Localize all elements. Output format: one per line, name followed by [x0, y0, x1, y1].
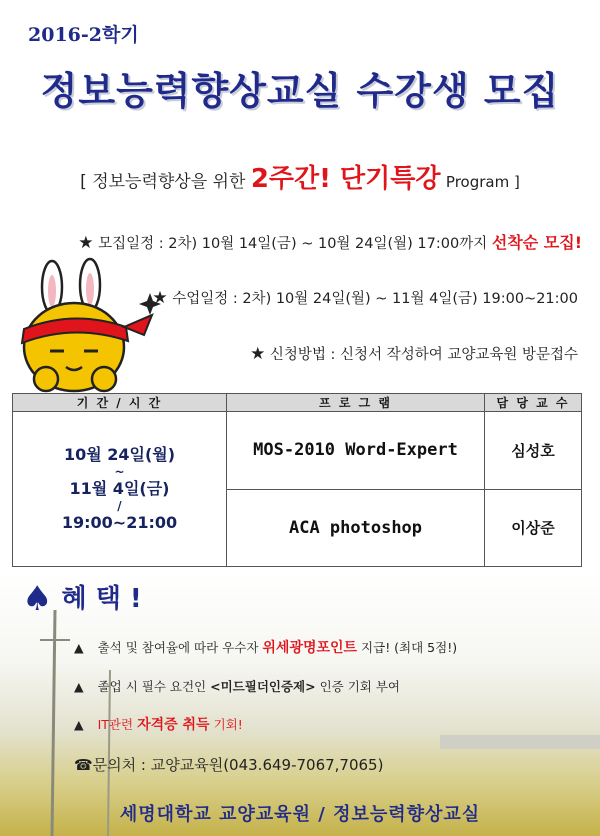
contact-info: ☎문의처 : 교양교육원(043.649-7067,7065)	[74, 756, 384, 774]
benefit-highlight: <미드필더인증제>	[210, 679, 316, 694]
benefit-highlight: 자격증 취득	[137, 717, 210, 733]
application-method	[250, 343, 578, 364]
benefit-text: 기회!	[213, 717, 243, 732]
subtitle	[0, 158, 600, 195]
benefit-item	[74, 677, 400, 695]
star-icon: ★	[152, 288, 168, 308]
date-line: 19:00~21:00	[61, 513, 178, 532]
table-header: 프 로 그 램	[227, 394, 485, 412]
professor-cell: 심성호	[485, 412, 582, 490]
benefits-title	[22, 578, 142, 619]
class-schedule	[152, 287, 578, 308]
date-line: ~	[114, 465, 125, 479]
triangle-bullet-icon: ▲	[74, 679, 84, 694]
professor-cell: 이상준	[485, 489, 582, 567]
program-cell: MOS-2010 Word-Expert	[227, 412, 485, 490]
period-cell	[13, 412, 227, 567]
benefit-text: 졸업 시 필수 요건인	[97, 679, 207, 694]
benefit-text: 출석 및 참여율에 따라 우수자	[97, 640, 259, 655]
program-cell: ACA photoshop	[227, 489, 485, 567]
subtitle-highlight: 2주간! 단기특강	[250, 164, 441, 194]
benefit-highlight: 위세광명포인트	[262, 640, 358, 656]
benefit-item	[74, 637, 457, 657]
table-row	[13, 412, 582, 490]
table-header-row	[13, 394, 582, 412]
subtitle-program: Program ]	[445, 173, 520, 191]
table-header: 담 당 교 수	[485, 394, 582, 412]
table-header: 기 간 / 시 간	[13, 394, 227, 412]
date-line: 11월 4일(금)	[69, 479, 170, 498]
semester-label: 2016-2학기	[28, 24, 139, 46]
recruitment-highlight: 선착순 모집!	[491, 233, 582, 252]
benefit-text: 지급! (최대 5점!)	[361, 640, 458, 655]
application-label: 신청방법 : 신청서 작성하여 교양교육원 방문접수	[269, 347, 578, 363]
triangle-bullet-icon: ▲	[74, 717, 84, 732]
star-icon: ★	[250, 344, 266, 364]
benefits-title-text: 혜 택 !	[61, 584, 142, 614]
benefit-item	[74, 714, 243, 734]
star-icon: ★	[78, 233, 94, 253]
spade-icon: ♠	[22, 579, 53, 619]
benefit-text: 인증 기회 부여	[319, 679, 400, 694]
recruitment-label: 모집일정 : 2차) 10월 14일(금) ~ 10월 24일(월) 17:00까지	[98, 236, 488, 252]
date-line: /	[117, 499, 122, 513]
class-schedule-label: 수업일정 : 2차) 10월 24일(월) ~ 11월 4일(금) 19:00~21:00	[172, 291, 578, 307]
date-line: 10월 24일(월)	[63, 445, 176, 464]
page-title: 정보능력향상교실 수강생 모집	[40, 69, 560, 113]
footer-institution: 세명대학교 교양교육원 / 정보능력향상교실	[119, 804, 481, 825]
mascot-illustration	[12, 255, 162, 395]
subtitle-prefix: [ 정보능력향상을 위한	[80, 172, 246, 192]
triangle-bullet-icon: ▲	[74, 640, 84, 655]
benefit-text: IT관련	[97, 717, 134, 732]
recruitment-schedule	[78, 230, 582, 253]
schedule-table	[12, 393, 582, 567]
